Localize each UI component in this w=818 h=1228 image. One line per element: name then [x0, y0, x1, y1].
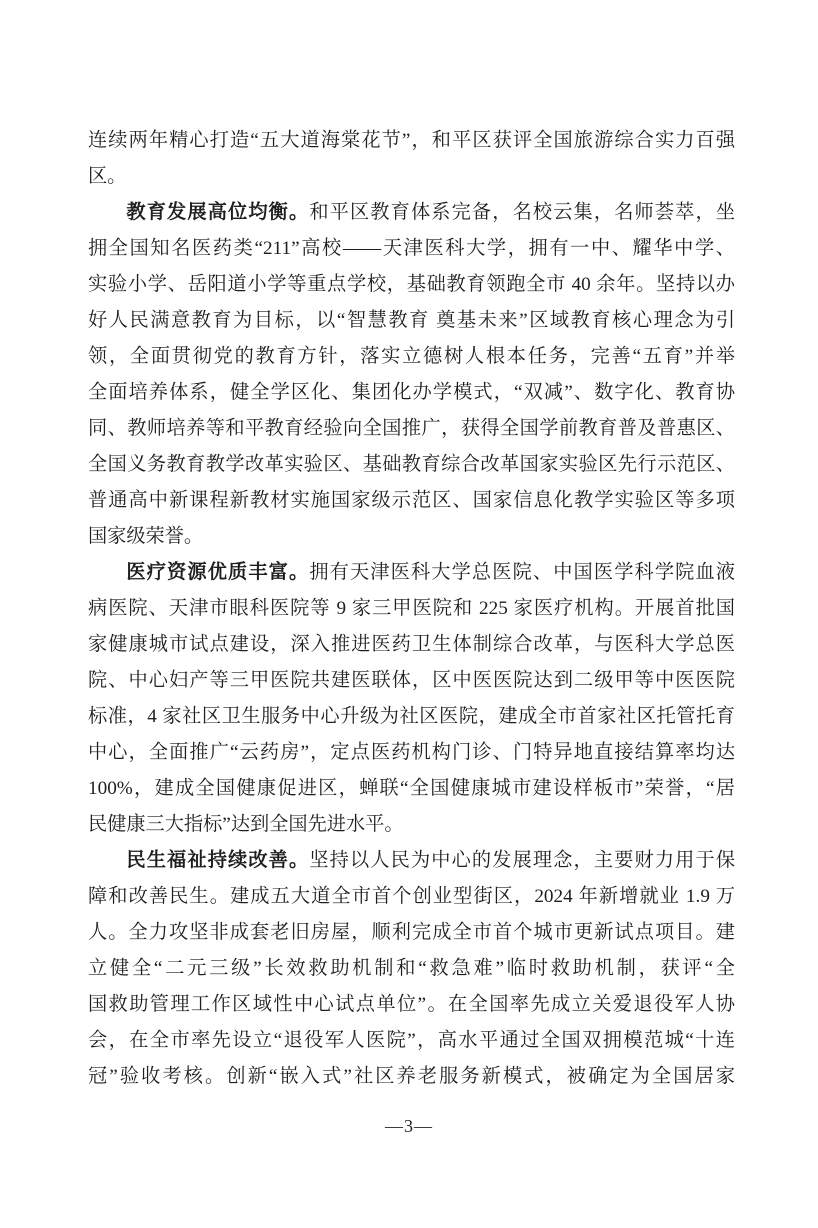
paragraph-lead: 民生福祉持续改善。	[126, 850, 310, 871]
text-line	[88, 807, 735, 843]
line-text: 家健康城市试点建设，深入推进医药卫生体制综合改革，与医科大学总医	[88, 634, 735, 655]
text-line	[88, 303, 735, 339]
line-text: 病医院、天津市眼科医院等 9 家三甲医院和 225 家医疗机构。开展首批国	[88, 598, 735, 619]
line-text: 国家级荣誉。	[88, 526, 204, 547]
page-number: —3—	[385, 1116, 433, 1136]
line-text: 同、教师培养等和平教育经验向全国推广，获得全国学前教育普及普惠区、	[88, 418, 735, 439]
line-text: 领，全面贯彻党的教育方针，落实立德树人根本任务，完善“五育”并举	[88, 346, 736, 367]
text-line	[88, 375, 735, 411]
text-line	[88, 591, 735, 627]
text-line	[88, 771, 735, 807]
text-line	[88, 339, 735, 375]
text-line	[88, 447, 735, 483]
text-line	[88, 411, 735, 447]
line-text: 障和改善民生。建成五大道全市首个创业型街区，2024 年新增就业 1.9 万	[88, 886, 735, 907]
line-text: 连续两年精心打造“五大道海棠花节”，和平区获评全国旅游综合实力百强	[88, 130, 735, 151]
line-text: 100%，建成全国健康促进区，蝉联“全国健康城市建设样板市”荣誉，“居	[88, 778, 735, 799]
line-text: 国救助管理工作区域性中心试点单位”。在全国率先成立关爱退役军人协	[88, 994, 735, 1015]
line-text: 院、中心妇产等三甲医院共建医联体，区中医医院达到二级甲等中医医院	[88, 670, 735, 691]
paragraph-lead: 教育发展高位均衡。	[126, 202, 310, 223]
line-text: 全面培养体系，健全学区化、集团化办学模式，“双减”、数字化、教育协	[88, 382, 735, 403]
text-line	[88, 879, 735, 915]
line-text: 坚持以人民为中心的发展理念，主要财力用于保	[309, 850, 736, 871]
text-line	[88, 267, 735, 303]
line-text: 冠”验收考核。创新“嵌入式”社区养老服务新模式，被确定为全国居家	[88, 1066, 735, 1087]
text-body	[88, 123, 735, 1095]
paragraph-lead: 医疗资源优质丰富。	[126, 562, 310, 583]
line-text: 中心，全面推广“云药房”，定点医药机构门诊、门特异地直接结算率均达	[88, 742, 735, 763]
text-line	[88, 987, 735, 1023]
line-text: 会，在全市率先设立“退役军人医院”，高水平通过全国双拥模范城“十连	[88, 1030, 735, 1051]
line-text: 区。	[88, 166, 127, 187]
line-text: 和平区教育体系完备，名校云集，名师荟萃，坐	[309, 202, 736, 223]
text-line	[88, 195, 735, 231]
text-line	[88, 483, 735, 519]
line-text: 拥有天津医科大学总医院、中国医学科学院血液	[309, 562, 736, 583]
text-line	[88, 699, 735, 735]
text-line	[88, 951, 735, 987]
line-text: 民健康三大指标”达到全国先进水平。	[88, 814, 404, 835]
line-text: 全国义务教育教学改革实验区、基础教育综合改革国家实验区先行示范区、	[88, 454, 735, 475]
text-line	[88, 123, 735, 159]
text-line	[88, 735, 735, 771]
text-line	[88, 519, 735, 555]
line-text: 立健全“二元三级”长效救助机制和“救急难”临时救助机制，获评“全	[88, 958, 735, 979]
text-line	[88, 663, 735, 699]
text-line	[88, 1059, 735, 1095]
text-line	[88, 915, 735, 951]
text-line	[88, 159, 735, 195]
text-line	[88, 843, 735, 879]
text-line	[88, 627, 735, 663]
line-text: 普通高中新课程新教材实施国家级示范区、国家信息化教学实验区等多项	[88, 490, 735, 511]
line-text: 好人民满意教育为目标，以“智慧教育 奠基未来”区域教育核心理念为引	[88, 310, 735, 331]
line-text: 实验小学、岳阳道小学等重点学校，基础教育领跑全市 40 余年。坚持以办	[88, 274, 735, 295]
text-line	[88, 555, 735, 591]
text-line	[88, 231, 735, 267]
line-text: 人。全力攻坚非成套老旧房屋，顺利完成全市首个城市更新试点项目。建	[88, 922, 735, 943]
text-line	[88, 1023, 735, 1059]
line-text: 标准，4 家社区卫生服务中心升级为社区医院，建成全市首家社区托管托育	[88, 706, 735, 727]
line-text: 拥全国知名医药类“211”高校——天津医科大学，拥有一中、耀华中学、	[88, 238, 735, 259]
